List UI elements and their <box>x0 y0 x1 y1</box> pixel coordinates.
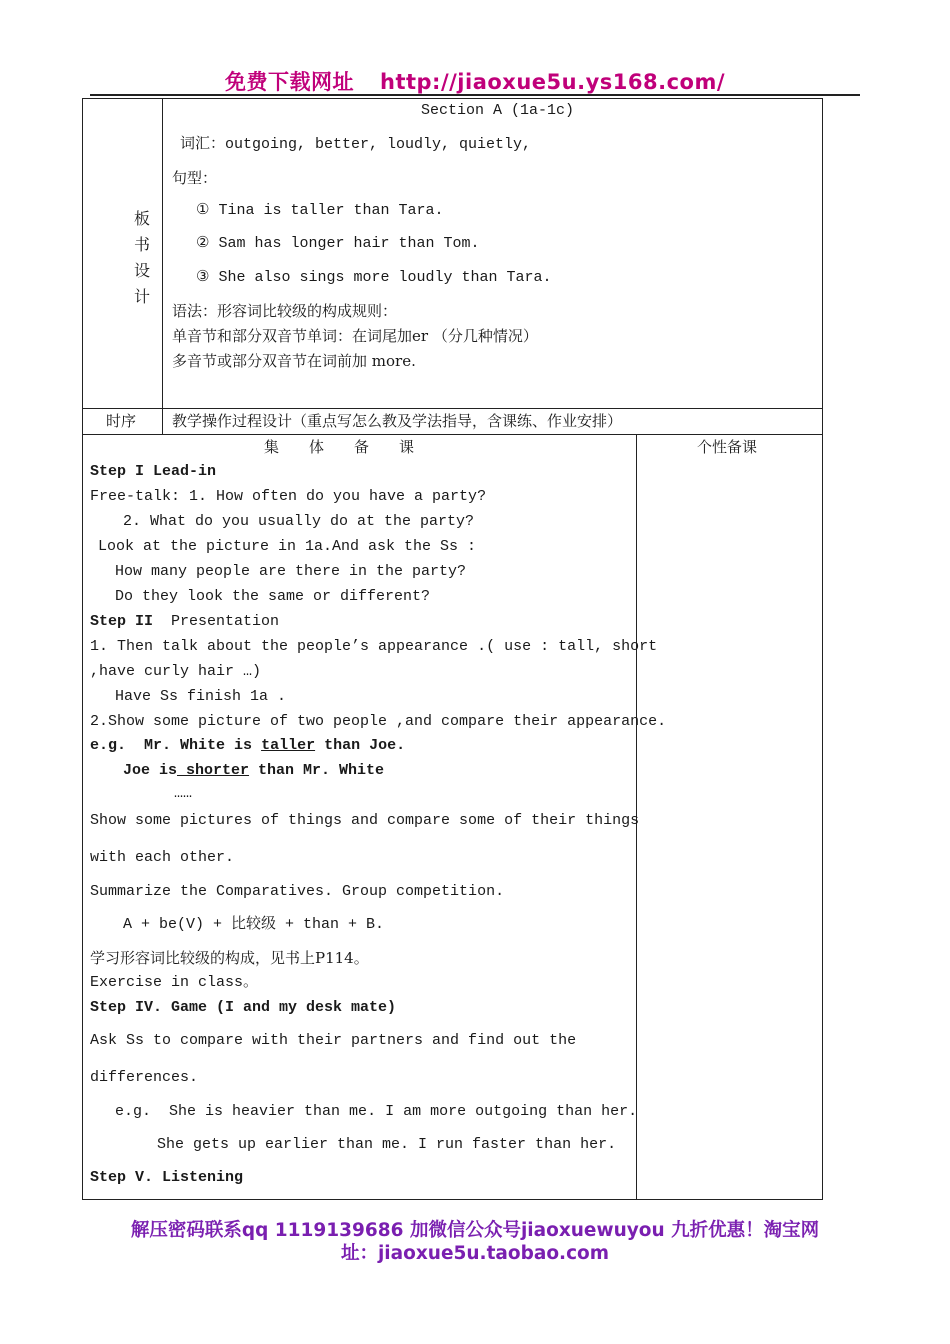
ask-line-2: differences. <box>90 1069 199 1086</box>
personal-prep-header: 个性备课 <box>697 438 758 456</box>
presentation-1-line3: Have Ss finish 1a . <box>115 688 287 705</box>
header-rule <box>90 94 860 96</box>
table-left-border <box>82 98 83 1200</box>
example-1-underlined: taller <box>261 737 316 754</box>
sentence-3: ③ She also sings more loudly than Tara. <box>196 269 552 286</box>
sentence-1: ① Tina is taller than Tara. <box>196 202 444 219</box>
things-line-2: with each other. <box>90 849 235 866</box>
site-label: 免费下载网址 <box>225 70 354 94</box>
order-row-bottom-border <box>82 434 823 435</box>
presentation-1-line1: 1. Then talk about the people’s appearance .( use : tall, short <box>90 638 658 655</box>
presentation-2: 2.Show some picture of two people ,and compare their appearance. <box>90 713 667 730</box>
example-3 <box>115 1102 637 1122</box>
example-2-a: Joe is <box>123 762 178 779</box>
order-label: 时序 <box>106 412 137 430</box>
example-2 <box>123 761 384 781</box>
step5-title: Step V. Listening <box>90 1169 244 1186</box>
example-1-a: Mr. White is <box>144 737 262 754</box>
things-line-1: Show some pictures of things and compare some of their things <box>90 812 640 829</box>
ask-line-1: Ask Ss to compare with their partners and find out the <box>90 1032 577 1049</box>
example-1-b: than Joe. <box>315 737 406 754</box>
board-side-char: 书 <box>133 235 150 254</box>
grammar-rule-1: 单音节和部分双音节单词：在词尾加er （分几种情况） <box>172 327 538 345</box>
vocab-line: 词汇：outgoing, better, loudly, quietly, <box>180 136 532 153</box>
board-side-char: 板 <box>133 209 150 228</box>
board-bottom-border <box>82 408 823 409</box>
label-column-divider <box>162 98 163 435</box>
ellipsis: …… <box>174 785 193 802</box>
sentence-label: 句型： <box>172 169 218 187</box>
site-header <box>0 66 950 96</box>
table-top-border <box>82 98 823 99</box>
section-title: Section A (1a-1c) <box>421 102 575 119</box>
table-right-border <box>822 98 823 1200</box>
order-content: 教学操作过程设计（重点写怎么教及学法指导，含课练、作业安排） <box>172 412 623 430</box>
example-4: She gets up earlier than me. I run faster than her. <box>157 1136 617 1153</box>
step2-title <box>90 612 279 632</box>
summarize-line: Summarize the Comparatives. Group competition. <box>90 883 505 900</box>
step1-title: Step I Lead-in <box>90 463 217 480</box>
freetalk-q1: Free-talk: 1. How often do you have a party? <box>90 488 487 505</box>
question-1: How many people are there in the party? <box>115 563 467 580</box>
look-instruction: Look at the picture in 1a.And ask the Ss : <box>98 538 477 555</box>
group-prep-header: 集 体 备 课 <box>264 438 415 456</box>
grammar-line: 语法：形容词比较级的构成规则： <box>172 302 398 320</box>
table-bottom-border <box>82 1199 823 1200</box>
grammar-rule-2: 多音节或部分双音节在词前加 more. <box>172 352 416 370</box>
board-side-char: 设 <box>133 261 150 280</box>
learn-line: 学习形容词比较级的构成，见书上P114。 <box>90 949 369 967</box>
step4-title: Step IV. Game (I and my desk mate) <box>90 999 397 1016</box>
board-side-char: 计 <box>133 287 150 306</box>
example-3-text: She is heavier than me. I am more outgoing than her. <box>169 1103 638 1120</box>
example-2-b: than Mr. White <box>249 762 385 779</box>
example-2-underlined: shorter <box>177 762 250 779</box>
example-3-prefix: e.g. <box>115 1103 152 1120</box>
footer-line-1: 解压密码联系qq 1119139686 加微信公众号jiaoxuewuyou 九折优惠！淘宝网 <box>130 1220 820 1241</box>
comparative-formula: A + be(V) + 比较级 + than + B. <box>123 916 385 933</box>
step2-label: Step II <box>90 613 154 630</box>
exercise-line: Exercise in class。 <box>90 974 259 991</box>
presentation-1-line2: ,have curly hair …) <box>90 663 262 680</box>
example-prefix: e.g. <box>90 737 127 754</box>
question-2: Do they look the same or different? <box>115 588 431 605</box>
freetalk-q2: 2. What do you usually do at the party? <box>123 513 475 530</box>
step2-name: Presentation <box>171 613 280 630</box>
example-1 <box>90 736 405 756</box>
footer-line-2: 址：jiaoxue5u.taobao.com <box>340 1243 610 1264</box>
site-url-link[interactable]: http://jiaoxue5u.ys168.com/ <box>380 70 725 94</box>
sentence-2: ② Sam has longer hair than Tom. <box>196 235 480 252</box>
